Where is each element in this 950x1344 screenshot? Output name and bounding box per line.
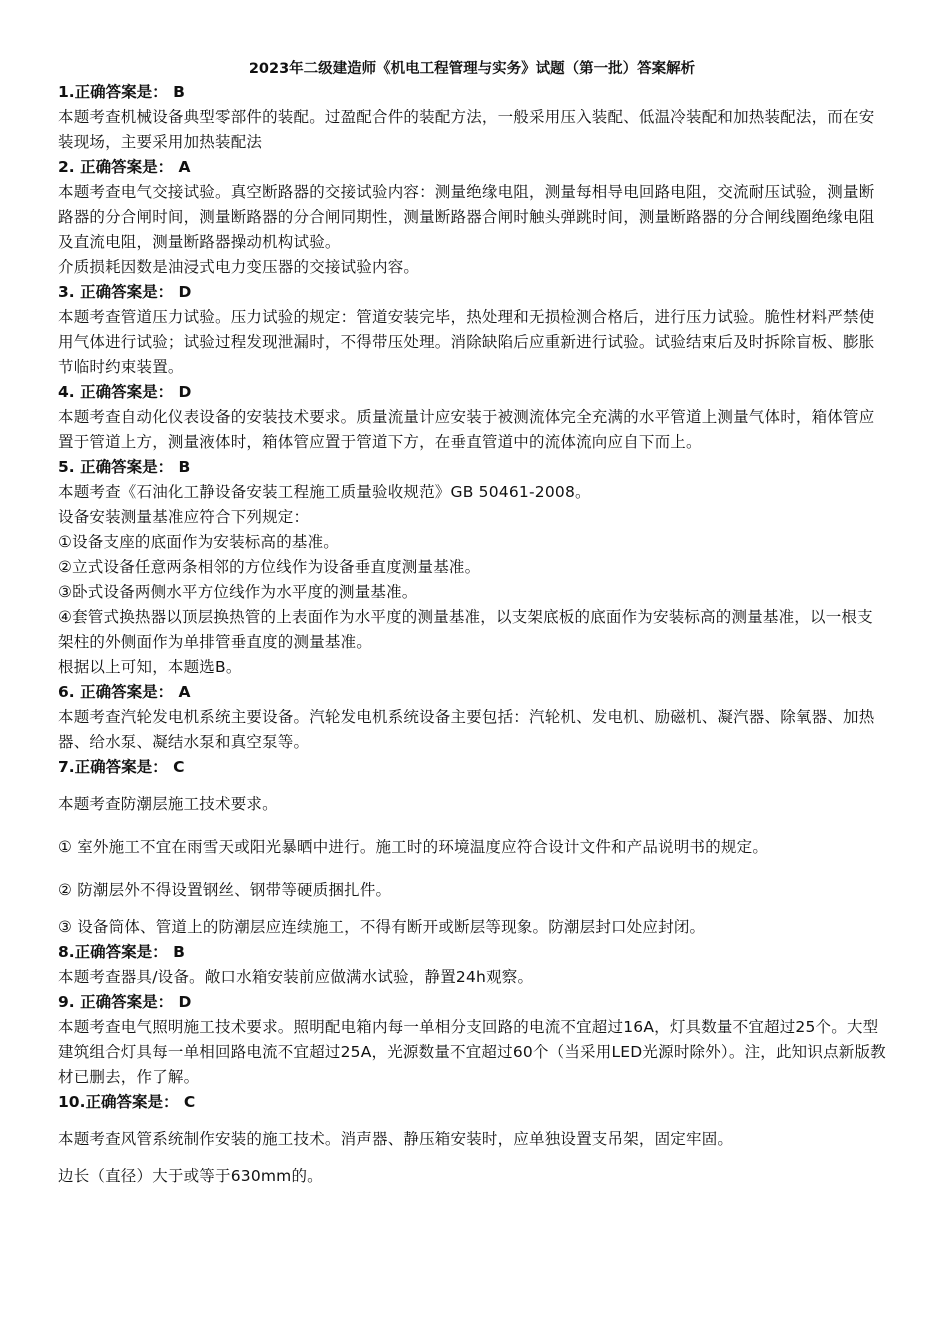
explanation-text: 介质损耗因数是油浸式电力变压器的交接试验内容。 xyxy=(58,258,420,276)
question-3 xyxy=(58,280,886,380)
list-item: ③卧式设备两侧水平方位线作为水平度的测量基准。 xyxy=(58,583,418,601)
list-item: ①设备支座的底面作为安装标高的基准。 xyxy=(58,533,339,551)
question-2 xyxy=(58,155,886,280)
document-title: 2023年二级建造师《机电工程管理与实务》试题（第一批）答案解析 xyxy=(248,61,696,77)
explanation-text: 本题考查《石油化工静设备安装工程施工质量验收规范》GB 50461-2008。 xyxy=(58,483,591,501)
explanation-text: 边长（直径）大于或等于630mm的。 xyxy=(58,1167,323,1185)
list-item: ③ 设备筒体、管道上的防潮层应连续施工，不得有断开或断层等现象。防潮层封口处应封闭。 xyxy=(58,918,706,936)
document-page xyxy=(58,58,886,1189)
question-8 xyxy=(58,940,886,990)
explanation-text: 本题考查风管系统制作安装的施工技术。消声器、静压箱安装时，应单独设置支吊架，固定牢固。 xyxy=(58,1130,734,1148)
list-item: ②立式设备任意两条相邻的方位线作为设备垂直度测量基准。 xyxy=(58,558,481,576)
explanation-text: 本题考查自动化仪表设备的安装技术要求。质量流量计应安装于被测流体完全充满的水平管道上测量气体时，箱体管应置于管道上方，测量液体时，箱体管应置于管道下方，在垂直管道中的流体流向应自下而上。 xyxy=(58,408,875,451)
answer-heading: 4. 正确答案是： D xyxy=(58,383,192,401)
answer-heading: 1.正确答案是： B xyxy=(58,83,185,101)
explanation-text: 本题考查机械设备典型零部件的装配。过盈配合件的装配方法，一般采用压入装配、低温冷装配和加热装配法，而在安装现场，主要采用加热装配法 xyxy=(58,108,875,151)
answer-heading: 2. 正确答案是： A xyxy=(58,158,191,176)
list-item: ④套管式换热器以顶层换热管的上表面作为水平度的测量基准，以支架底板的底面作为安装标高的测量基准，以一根支架柱的外侧面作为单排管垂直度的测量基准。 xyxy=(58,608,873,651)
answer-heading: 10.正确答案是： C xyxy=(58,1093,196,1111)
explanation-text: 本题考查管道压力试验。压力试验的规定：管道安装完毕，热处理和无损检测合格后，进行压力试验。脆性材料严禁使用气体进行试验；试验过程发现泄漏时，不得带压处理。消除缺陷后应重新进行试验。试验结束后及时拆除盲板、膨胀节临时约束装置。 xyxy=(58,308,875,376)
explanation-text: 根据以上可知，本题选B。 xyxy=(58,658,242,676)
question-10 xyxy=(58,1090,886,1189)
answer-heading: 5. 正确答案是： B xyxy=(58,458,191,476)
question-1 xyxy=(58,80,886,155)
explanation-text: 本题考查防潮层施工技术要求。 xyxy=(58,795,278,813)
question-6 xyxy=(58,680,886,755)
answer-heading: 3. 正确答案是： D xyxy=(58,283,192,301)
explanation-text: 本题考查电气照明施工技术要求。照明配电箱内每一单相分支回路的电流不宜超过16A，灯具数量不宜超过25个。大型建筑组合灯具每一单相回路电流不宜超过25A，光源数量不宜超过60个（当采用LED光源时除外）。注，此知识点新版教材已删去，作了解。 xyxy=(58,1018,886,1086)
explanation-text: 本题考查器具/设备。敞口水箱安装前应做满水试验，静置24h观察。 xyxy=(58,968,534,986)
explanation-text: 本题考查电气交接试验。真空断路器的交接试验内容：测量绝缘电阻，测量每相导电回路电阻，交流耐压试验，测量断路器的分合闸时间，测量断路器的分合闸同期性，测量断路器合闸时触头弹跳时间，测量断路器的分合闸线圈绝缘电阻及直流电阻，测量断路器操动机构试验。 xyxy=(58,183,875,251)
question-5 xyxy=(58,455,886,680)
answer-heading: 9. 正确答案是： D xyxy=(58,993,192,1011)
question-7 xyxy=(58,755,886,940)
list-item: ② 防潮层外不得设置钢丝、钢带等硬质捆扎件。 xyxy=(58,881,392,899)
answer-heading: 6. 正确答案是： A xyxy=(58,683,191,701)
explanation-text: 本题考查汽轮发电机系统主要设备。汽轮发电机系统设备主要包括：汽轮机、发电机、励磁机、凝汽器、除氧器、加热器、给水泵、凝结水泵和真空泵等。 xyxy=(58,708,875,751)
question-4 xyxy=(58,380,886,455)
list-item: ① 室外施工不宜在雨雪天或阳光暴晒中进行。施工时的环境温度应符合设计文件和产品说明书的规定。 xyxy=(58,838,769,856)
explanation-text: 设备安装测量基准应符合下列规定： xyxy=(58,508,310,526)
answer-heading: 8.正确答案是： B xyxy=(58,943,185,961)
question-9 xyxy=(58,990,886,1090)
answer-heading: 7.正确答案是： C xyxy=(58,758,185,776)
